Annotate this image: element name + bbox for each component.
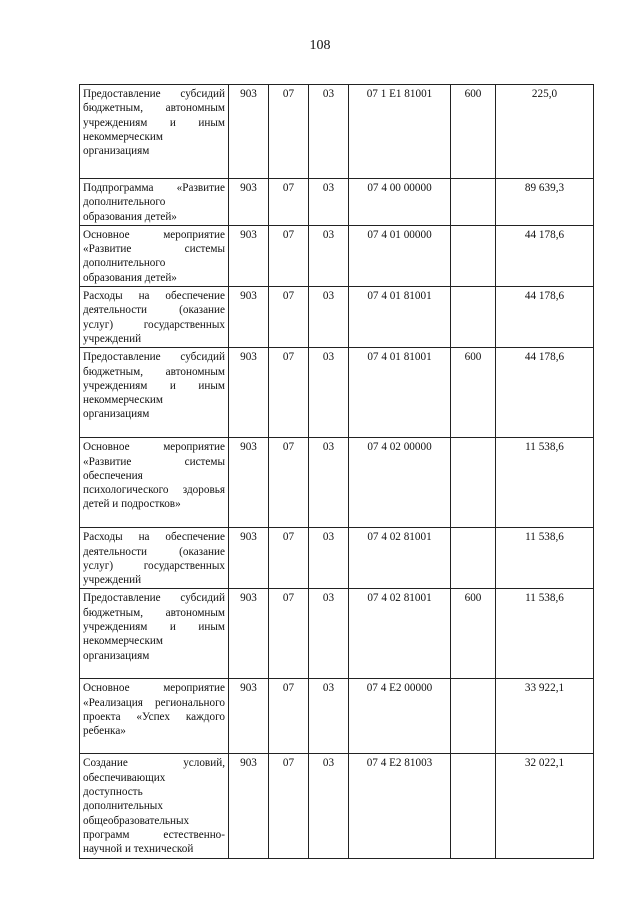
subsection-code-cell: 03 <box>309 287 349 348</box>
table-row <box>80 438 594 528</box>
target-article-cell: 07 4 02 81001 <box>349 589 451 679</box>
row-name-cell: Расходы на обеспечение деятельности (оказание услуг) государственных учреждений <box>80 528 229 589</box>
subsection-code-cell: 03 <box>309 85 349 179</box>
ministry-code-cell: 903 <box>229 85 269 179</box>
row-name-cell: Основное мероприятие «Реализация регионального проекта «Успех каждого ребенка» <box>80 679 229 754</box>
section-code-cell: 07 <box>269 754 309 859</box>
expense-type-cell <box>451 287 496 348</box>
amount-cell: 33 922,1 <box>496 679 594 754</box>
target-article-cell: 07 4 E2 00000 <box>349 679 451 754</box>
expense-type-cell <box>451 679 496 754</box>
expense-type-cell <box>451 179 496 226</box>
row-name-cell: Создание условий, обеспечивающих доступность дополнительных общеобразовательных программ естественно-научной и технической <box>80 754 229 859</box>
row-name-cell: Расходы на обеспечение деятельности (оказание услуг) государственных учреждений <box>80 287 229 348</box>
expense-type-cell: 600 <box>451 348 496 438</box>
amount-cell: 89 639,3 <box>496 179 594 226</box>
ministry-code-cell: 903 <box>229 179 269 226</box>
ministry-code-cell: 903 <box>229 528 269 589</box>
table-row <box>80 754 594 859</box>
row-name-cell: Предоставление субсидий бюджетным, автономным учреждениям и иным некоммерческим организациям <box>80 589 229 679</box>
section-code-cell: 07 <box>269 179 309 226</box>
expense-type-cell <box>451 438 496 528</box>
budget-table <box>79 84 594 859</box>
table-row <box>80 679 594 754</box>
amount-cell: 11 538,6 <box>496 438 594 528</box>
amount-cell: 11 538,6 <box>496 528 594 589</box>
row-name-cell: Предоставление субсидий бюджетным, автономным учреждениям и иным некоммерческим организациям <box>80 85 229 179</box>
expense-type-cell: 600 <box>451 589 496 679</box>
target-article-cell: 07 4 00 00000 <box>349 179 451 226</box>
table-row <box>80 287 594 348</box>
table-row <box>80 179 594 226</box>
amount-cell: 225,0 <box>496 85 594 179</box>
subsection-code-cell: 03 <box>309 225 349 286</box>
page-number: 108 <box>309 38 331 53</box>
amount-cell: 11 538,6 <box>496 589 594 679</box>
expense-type-cell <box>451 528 496 589</box>
ministry-code-cell: 903 <box>229 287 269 348</box>
target-article-cell: 07 4 E2 81003 <box>349 754 451 859</box>
row-name-cell: Основное мероприятие «Развитие системы дополнительного образования детей» <box>80 225 229 286</box>
subsection-code-cell: 03 <box>309 179 349 226</box>
subsection-code-cell: 03 <box>309 589 349 679</box>
table-row <box>80 225 594 286</box>
row-name-cell: Основное мероприятие «Развитие системы обеспечения психологического здоровья детей и подростков» <box>80 438 229 528</box>
expense-type-cell: 600 <box>451 85 496 179</box>
table-row <box>80 85 594 179</box>
target-article-cell: 07 1 E1 81001 <box>349 85 451 179</box>
section-code-cell: 07 <box>269 348 309 438</box>
ministry-code-cell: 903 <box>229 438 269 528</box>
target-article-cell: 07 4 02 81001 <box>349 528 451 589</box>
table-row <box>80 528 594 589</box>
amount-cell: 32 022,1 <box>496 754 594 859</box>
table-row <box>80 348 594 438</box>
section-code-cell: 07 <box>269 225 309 286</box>
expense-type-cell <box>451 754 496 859</box>
ministry-code-cell: 903 <box>229 754 269 859</box>
target-article-cell: 07 4 01 00000 <box>349 225 451 286</box>
ministry-code-cell: 903 <box>229 679 269 754</box>
ministry-code-cell: 903 <box>229 225 269 286</box>
section-code-cell: 07 <box>269 438 309 528</box>
amount-cell: 44 178,6 <box>496 287 594 348</box>
target-article-cell: 07 4 01 81001 <box>349 287 451 348</box>
row-name-cell: Подпрограмма «Развитие дополнительного образования детей» <box>80 179 229 226</box>
subsection-code-cell: 03 <box>309 348 349 438</box>
section-code-cell: 07 <box>269 589 309 679</box>
target-article-cell: 07 4 01 81001 <box>349 348 451 438</box>
amount-cell: 44 178,6 <box>496 348 594 438</box>
row-name-cell: Предоставление субсидий бюджетным, автономным учреждениям и иным некоммерческим организациям <box>80 348 229 438</box>
subsection-code-cell: 03 <box>309 528 349 589</box>
amount-cell: 44 178,6 <box>496 225 594 286</box>
section-code-cell: 07 <box>269 85 309 179</box>
section-code-cell: 07 <box>269 287 309 348</box>
subsection-code-cell: 03 <box>309 679 349 754</box>
ministry-code-cell: 903 <box>229 589 269 679</box>
ministry-code-cell: 903 <box>229 348 269 438</box>
expense-type-cell <box>451 225 496 286</box>
table-row <box>80 589 594 679</box>
section-code-cell: 07 <box>269 679 309 754</box>
section-code-cell: 07 <box>269 528 309 589</box>
subsection-code-cell: 03 <box>309 754 349 859</box>
subsection-code-cell: 03 <box>309 438 349 528</box>
target-article-cell: 07 4 02 00000 <box>349 438 451 528</box>
